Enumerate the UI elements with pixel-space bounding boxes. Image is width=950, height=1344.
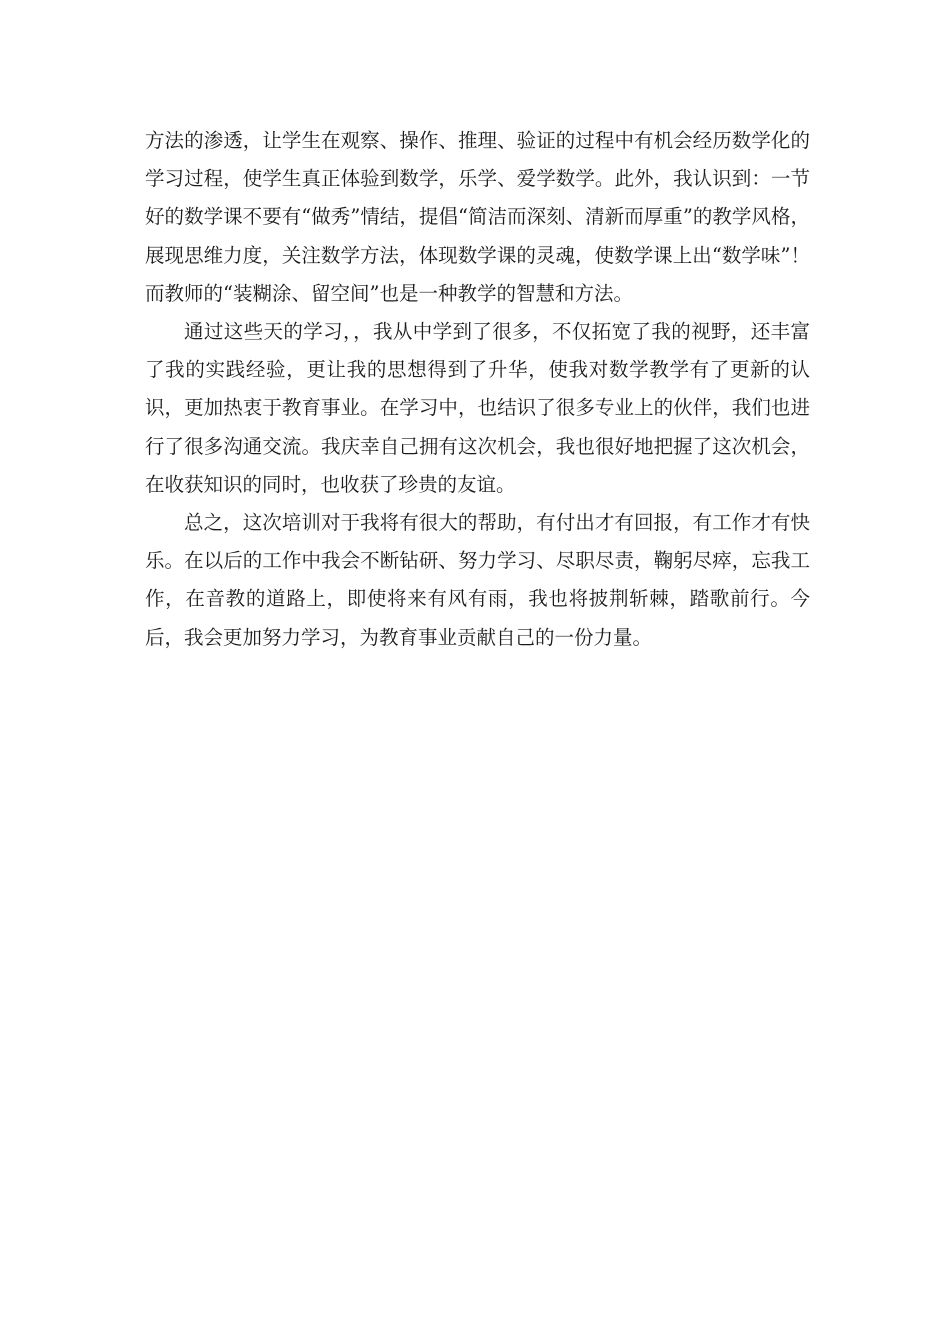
paragraph-conclusion: 总之，这次培训对于我将有很大的帮助，有付出才有回报，有工作才有快乐。在以后的工作中我会不断钻研、努力学习、尽职尽责，鞠躬尽瘁，忘我工作，在音教的道路上，即使将来有风有雨，我也将披荆斩棘，踏歌前行。今后，我会更加努力学习，为教育事业贡献自己的一份力量。 xyxy=(145,511,810,649)
paragraph-continuation: 方法的渗透，让学生在观察、操作、推理、验证的过程中有机会经历数学化的学习过程，使学生真正体验到数学，乐学、爱学数学。此外，我认识到：一节好的数学课不要有“做秀”情结，提倡“简洁而深刻、清新而厚重”的教学风格，展现思维力度，关注数学方法，体现数学课的灵魂，使数学课上出“数学味”！而教师的“装糊涂、留空间”也是一种教学的智慧和方法。 xyxy=(145,129,810,305)
paragraph-learning-reflection: 通过这些天的学习，，我从中学到了很多，不仅拓宽了我的视野，还丰富了我的实践经验，更让我的思想得到了升华，使我对数学教学有了更新的认识，更加热衷于教育事业。在学习中，也结识了很多专业上的伙伴，我们也进行了很多沟通交流。我庆幸自己拥有这次机会，我也很好地把握了这次机会，在收获知识的同时，也收获了珍贵的友谊。 xyxy=(145,320,810,496)
document-body xyxy=(145,122,810,657)
